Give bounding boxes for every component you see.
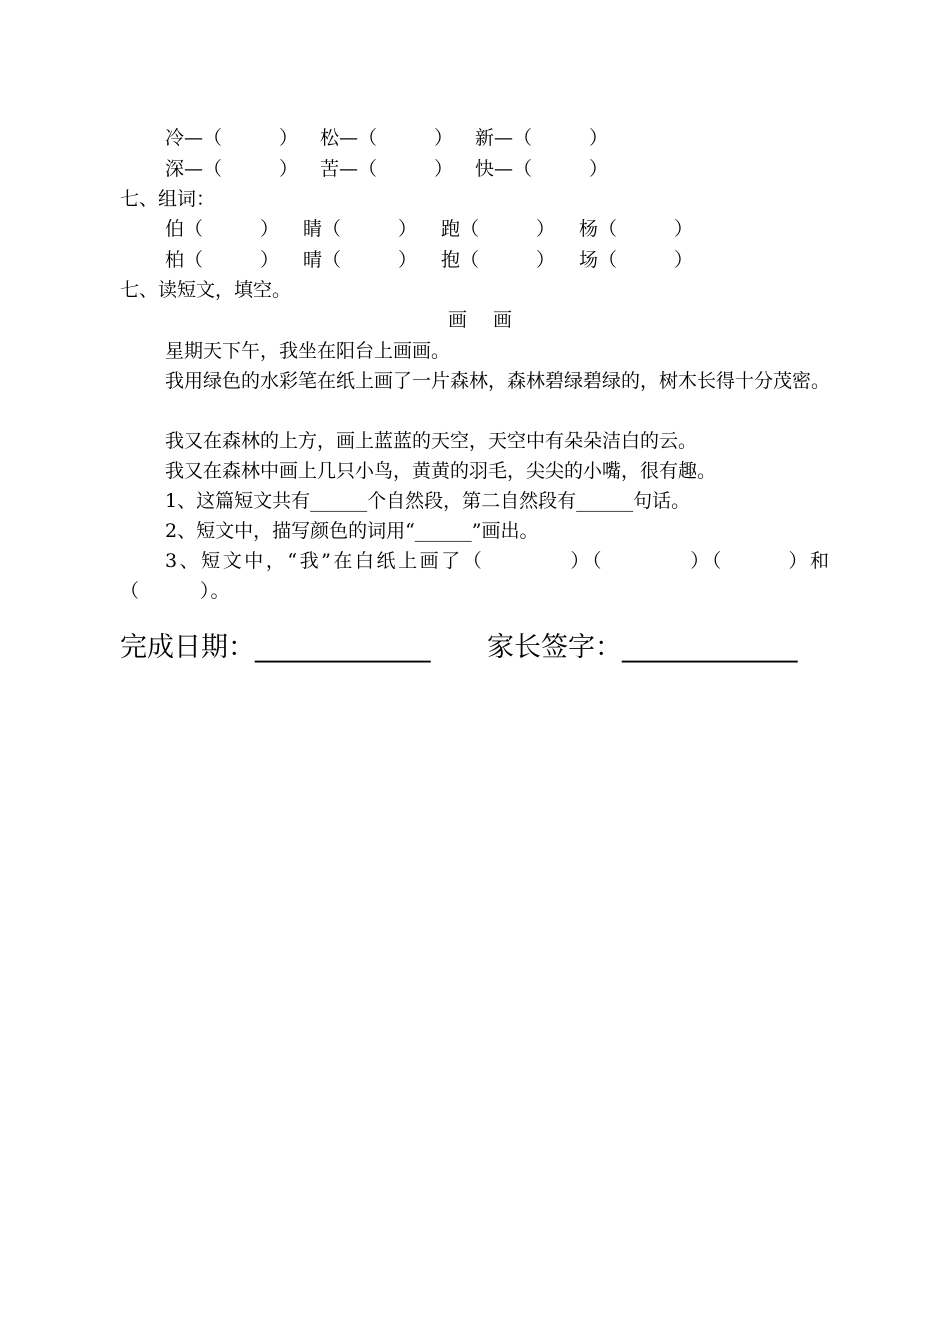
word-item: 抱（ ）	[441, 249, 556, 271]
word-item: 场（ ）	[579, 249, 694, 271]
antonym-item: 冷—（ ）	[165, 127, 299, 149]
antonym-row	[165, 155, 608, 183]
passage-paragraph: 星期天下午，我坐在阳台上画画。	[165, 340, 451, 362]
antonym-row	[165, 124, 608, 152]
antonym-item: 苦—（ ）	[320, 158, 454, 180]
word-formation-row	[165, 246, 693, 274]
passage-paragraph: 我又在森林中画上几只小鸟，黄黄的羽毛，尖尖的小嘴，很有趣。	[165, 460, 717, 482]
section-heading-word-formation: 七、组词：	[120, 188, 216, 210]
word-item: 睛（ ）	[303, 218, 418, 240]
passage-paragraph: 我又在森林的上方，画上蓝蓝的天空，天空中有朵朵洁白的云。	[165, 430, 698, 452]
word-item: 杨（ ）	[579, 218, 694, 240]
word-item: 晴（ ）	[303, 249, 418, 271]
parent-signature-field: 家长签字：_____________	[487, 632, 798, 663]
question-3: 3、短文中，“我”在白纸上画了（ ）（ ）（ ）和（ ）。	[120, 550, 830, 602]
passage-paragraph: 我用绿色的水彩笔在纸上画了一片森林，森林碧绿碧绿的，树木长得十分茂密。	[165, 370, 831, 392]
word-formation-row	[165, 215, 693, 243]
passage-title: 画 画	[447, 309, 523, 331]
antonym-item: 快—（ ）	[475, 158, 609, 180]
antonym-item: 松—（ ）	[320, 127, 454, 149]
antonym-item: 深—（ ）	[165, 158, 299, 180]
word-item: 跑（ ）	[441, 218, 556, 240]
antonym-item: 新—（ ）	[475, 127, 609, 149]
question-2: 2、短文中，描写颜色的词用“______”画出。	[165, 520, 539, 542]
footer	[0, 628, 950, 668]
section-heading-reading: 七、读短文，填空。	[120, 279, 292, 301]
word-item: 柏（ ）	[165, 249, 280, 271]
question-1: 1、这篇短文共有______个自然段，第二自然段有______句话。	[165, 490, 691, 512]
completion-date-field: 完成日期：_____________	[120, 632, 431, 663]
word-item: 伯（ ）	[165, 218, 280, 240]
